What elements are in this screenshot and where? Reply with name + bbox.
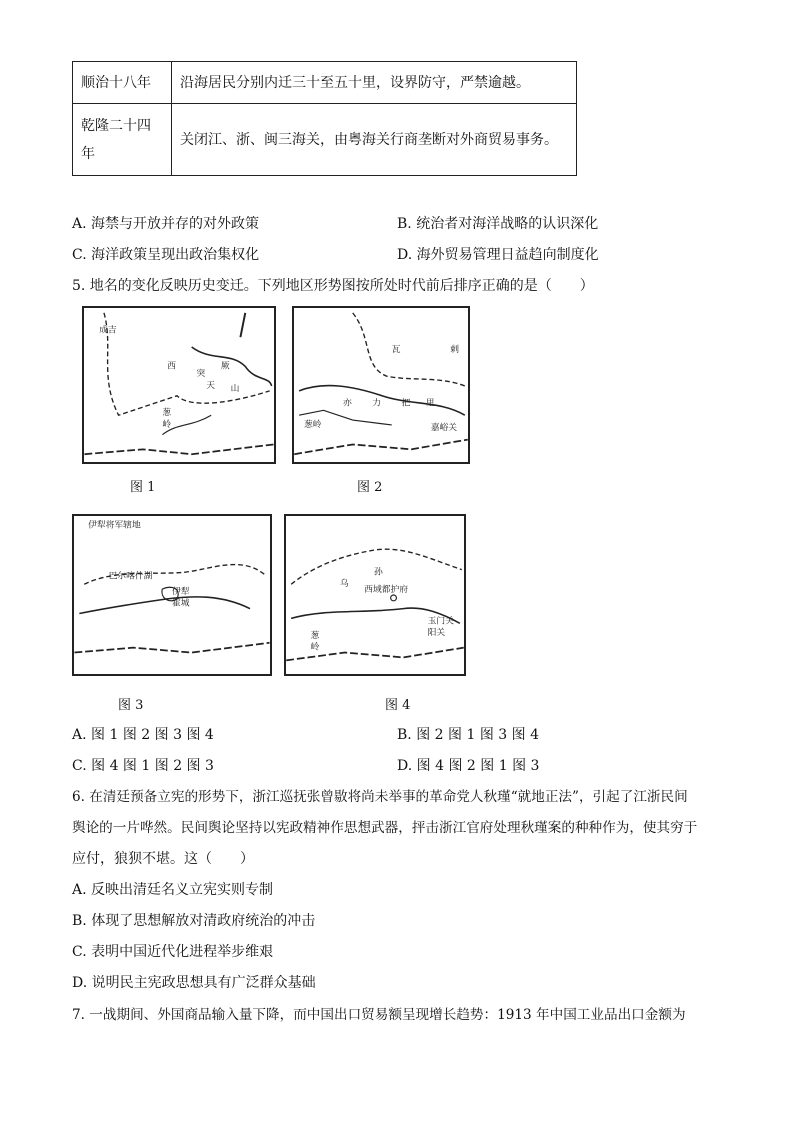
q4-option-b[interactable] bbox=[397, 214, 598, 234]
map2-label: 嘉峪关 bbox=[430, 422, 458, 433]
map3-label: 巴尔喀什湖 bbox=[108, 571, 153, 582]
map-caption-1: 图 1 bbox=[130, 480, 156, 495]
q5-option-a[interactable] bbox=[72, 725, 214, 745]
map-figure-1 bbox=[82, 306, 276, 464]
map4-label: 乌 bbox=[339, 579, 349, 590]
table-cell-content: 沿海居民分别内迁三十至五十里，设界防守，严禁逾越。 bbox=[172, 62, 577, 104]
map4-label: 西域都护府 bbox=[364, 585, 409, 596]
map1-label: 西 bbox=[167, 361, 177, 372]
map1-label: 天 bbox=[206, 380, 216, 391]
q6-stem-line-2: 舆论的一片哗然。民间舆论坚持以宪政精神作思想武器，抨击浙江官府处理秋瑾案的种种作为，使其穷于 bbox=[72, 820, 698, 836]
map2-label: 瓦 bbox=[391, 344, 401, 355]
option-text: 海洋政策呈现出政治集权化 bbox=[91, 247, 260, 263]
map-figure-2 bbox=[292, 306, 470, 464]
map-figure-3 bbox=[72, 514, 272, 676]
map4-label: 葱 bbox=[310, 630, 320, 641]
table-cell-content: 关闭江、浙、闽三海关，由粤海关行商垄断对外商贸易事务。 bbox=[172, 104, 577, 176]
q6-stem-line-1: 6. 在清廷预备立宪的形势下，浙江巡抚张曾敭将尚未举事的革命党人秋瑾“就地正法”，引起了江浙民间 bbox=[72, 789, 688, 805]
table-row bbox=[73, 62, 577, 104]
map-caption-2: 图 2 bbox=[357, 480, 383, 495]
option-letter: B. bbox=[397, 216, 412, 232]
map4-label: 玉门关 bbox=[427, 616, 454, 627]
table-cell-period: 乾隆二十四年 bbox=[73, 104, 172, 176]
option-letter: C. bbox=[72, 944, 87, 960]
map2-label: 亦 bbox=[342, 398, 352, 409]
option-text: 图 4 图 1 图 2 图 3 bbox=[91, 758, 214, 774]
map2-label: 把 bbox=[401, 398, 411, 409]
q5-option-b[interactable] bbox=[397, 725, 539, 745]
map2-label: 里 bbox=[425, 398, 435, 409]
map-4-drawing bbox=[286, 516, 464, 674]
map4-label: 阳关 bbox=[427, 627, 446, 638]
map-figure-4 bbox=[284, 514, 466, 676]
map2-label: 剌 bbox=[450, 344, 459, 355]
option-text: 海禁与开放并存的对外政策 bbox=[91, 216, 260, 232]
option-letter: A. bbox=[72, 882, 87, 898]
option-text: 说明民主宪政思想具有广泛群众基础 bbox=[91, 975, 316, 991]
map-caption-4: 图 4 bbox=[385, 698, 411, 713]
option-text: 图 2 图 1 图 3 图 4 bbox=[416, 727, 539, 743]
table-cell-period: 顺治十八年 bbox=[73, 62, 172, 104]
q5-option-c[interactable] bbox=[72, 756, 214, 776]
q5-option-d[interactable] bbox=[397, 756, 539, 776]
map1-label: 岭 bbox=[162, 419, 172, 430]
map1-label: 葱 bbox=[162, 408, 172, 419]
option-letter: D. bbox=[397, 247, 413, 263]
q5-stem: 5. 地名的变化反映历史变迁。下列地区形势图按所处时代前后排序正确的是（ ） bbox=[72, 278, 594, 294]
option-letter: A. bbox=[72, 216, 87, 232]
q6-option-d[interactable] bbox=[72, 973, 316, 993]
option-text: 图 1 图 2 图 3 图 4 bbox=[91, 727, 214, 743]
map4-label: 孙 bbox=[374, 567, 383, 578]
map-3-drawing bbox=[74, 516, 270, 674]
option-letter: C. bbox=[72, 247, 87, 263]
q6-option-b[interactable] bbox=[72, 911, 315, 931]
option-letter: D. bbox=[72, 975, 88, 991]
map4-label: 岭 bbox=[310, 642, 320, 653]
map3-label: 霍城 bbox=[172, 598, 190, 609]
map-caption-3: 图 3 bbox=[118, 698, 144, 713]
map3-label: 伊犁 bbox=[172, 587, 190, 598]
q6-stem-line-3: 应付，狼狈不堪。这（ ） bbox=[72, 851, 254, 867]
map2-label: 力 bbox=[372, 398, 382, 409]
option-letter: C. bbox=[72, 758, 87, 774]
table-row bbox=[73, 104, 577, 176]
map3-label: 伊犁将军辖地 bbox=[88, 520, 141, 531]
q6-option-c[interactable] bbox=[72, 942, 273, 962]
map1-label: 山 bbox=[230, 383, 240, 394]
map-2-drawing bbox=[294, 308, 468, 462]
option-text: 体现了思想解放对清政府统治的冲击 bbox=[91, 913, 316, 929]
map-1-drawing bbox=[84, 308, 274, 462]
option-text: 统治者对海洋战略的认识深化 bbox=[416, 216, 599, 232]
map1-label: 突 bbox=[196, 369, 206, 380]
map2-label: 葱岭 bbox=[304, 419, 322, 430]
option-letter: A. bbox=[72, 727, 87, 743]
q6-option-a[interactable] bbox=[72, 880, 273, 900]
option-text: 反映出清廷名义立宪实则专制 bbox=[91, 882, 274, 898]
option-text: 海外贸易管理日益趋向制度化 bbox=[416, 247, 599, 263]
map1-label: 厥 bbox=[220, 361, 230, 372]
option-text: 表明中国近代化进程举步维艰 bbox=[91, 944, 274, 960]
option-text: 图 4 图 2 图 1 图 3 bbox=[416, 758, 540, 774]
map1-label: 成吉 bbox=[99, 325, 117, 336]
q4-option-d[interactable] bbox=[397, 245, 599, 265]
option-letter: B. bbox=[397, 727, 412, 743]
option-letter: D. bbox=[397, 758, 413, 774]
policy-table bbox=[72, 61, 577, 176]
q4-option-a[interactable] bbox=[72, 214, 259, 234]
option-letter: B. bbox=[72, 913, 87, 929]
q4-option-c[interactable] bbox=[72, 245, 259, 265]
q7-stem: 7. 一战期间、外国商品输入量下降，而中国出口贸易额呈现增长趋势：1913 年中国工业品出口金额为 bbox=[72, 1007, 686, 1023]
